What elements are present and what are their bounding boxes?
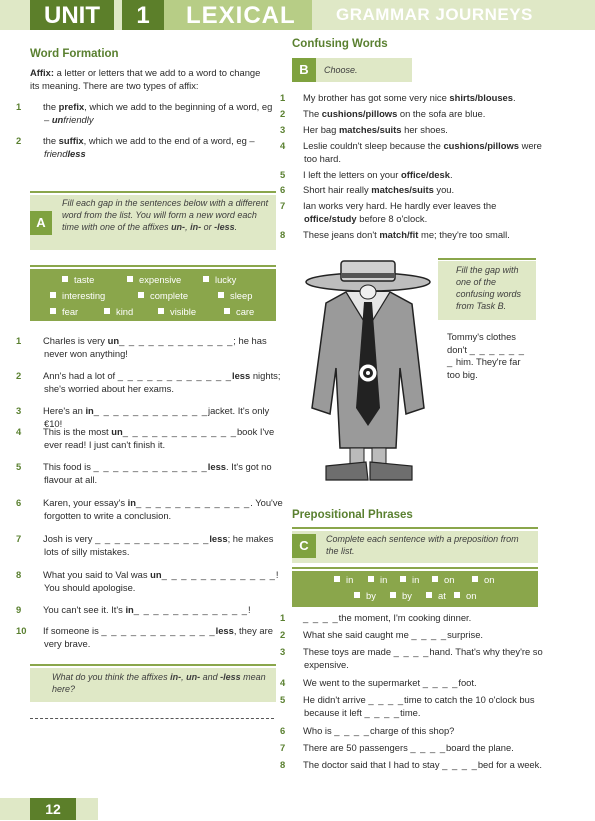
item-text: Josh is very: [43, 533, 96, 544]
instruction-text: Fill each gap in the sentences below with a different word from the list. You will form a new word each time with one of the affixes: [62, 198, 269, 233]
item-number: 6: [280, 725, 286, 736]
item-text: book I've ever read! I just can't finish it.: [44, 426, 275, 450]
word-choice[interactable]: matches/suits: [371, 184, 434, 195]
task-b-item: [280, 108, 548, 121]
task-c-letter: C: [292, 534, 316, 558]
item-text: Karen, your essay's: [43, 497, 128, 508]
prepositional-phrases-heading: Prepositional Phrases: [292, 509, 413, 521]
instruction-sep: ,: [185, 222, 191, 233]
item-number: 2: [280, 629, 286, 640]
affix-less: -less: [220, 672, 241, 682]
word-list-item: sleep: [218, 290, 252, 303]
task-c-item: [280, 646, 548, 671]
answer-gap[interactable]: _ _ _ _: [334, 725, 370, 736]
answer-gap[interactable]: _ _ _ _ _ _ _ _ _ _ _ _: [135, 497, 251, 508]
task-b-item: [280, 92, 548, 105]
item-affix: in: [125, 604, 134, 615]
item-text: were too hard.: [304, 140, 542, 164]
answer-gap[interactable]: _ _ _ _ _ _ _ _ _ _ _ _: [161, 569, 276, 580]
page-number: 12: [30, 798, 76, 820]
prefix-term: prefix: [58, 101, 85, 112]
item-text: What she said caught me: [303, 629, 412, 640]
item-affix: un: [111, 426, 123, 437]
item-text: The doctor said that I had to stay: [303, 759, 443, 770]
answer-gap[interactable]: _ _ _ _: [410, 742, 447, 753]
task-b-item: [280, 140, 548, 165]
item-number: 7: [280, 742, 286, 753]
word-choice[interactable]: office/desk: [400, 169, 450, 180]
side-sentence: [447, 331, 533, 382]
side-instruction: Fill the gap with one of the confusing words from Task B.: [456, 265, 522, 312]
question-top-rule: [30, 664, 276, 666]
answer-gap[interactable]: _ _ _ _: [442, 759, 478, 770]
example-affix: less: [67, 147, 86, 159]
item-text: Ann's had a lot of: [43, 370, 118, 381]
word-list-item: on: [472, 574, 494, 587]
task-c-item: [280, 612, 548, 625]
task-b-item: [280, 200, 548, 225]
affix-point-suffix: [16, 135, 276, 160]
affix-question: [52, 671, 270, 695]
item-text: ! You should apologise.: [44, 569, 279, 593]
task-c-top-rule: [292, 527, 538, 529]
affix-less: -less: [214, 222, 235, 233]
item-text: There are 50 passengers: [303, 742, 411, 753]
item-text: jacket. It's only €10!: [44, 405, 270, 429]
task-c-item: [280, 677, 548, 690]
task-b-item: [280, 124, 548, 137]
item-number: 6: [16, 497, 22, 508]
answer-gap[interactable]: _ _ _ _: [368, 694, 405, 705]
item-text: surprise.: [447, 629, 484, 640]
item-text: me; they're too small.: [418, 229, 510, 240]
item-text: These jeans don't: [303, 229, 380, 240]
task-a-item: [16, 497, 290, 522]
affix-in: in-: [190, 222, 202, 233]
task-c-item: [280, 725, 548, 738]
item-text: ; he has never won anything!: [44, 335, 267, 359]
word-list-item: expensive: [127, 274, 181, 287]
suffix-term: suffix: [58, 135, 84, 146]
item-text: We went to the supermarket: [303, 677, 423, 688]
item-number: 4: [16, 426, 22, 437]
task-a-item: [16, 370, 290, 395]
item-affix: in: [127, 497, 136, 508]
item-text: bed for a week.: [477, 759, 542, 770]
item-text: What you said to Val was: [43, 569, 151, 580]
point-text: , which we add to the beginning of a word, eg –: [44, 101, 273, 125]
item-text: ; he makes lots of silly mistakes.: [44, 533, 274, 557]
affix-definition: [30, 67, 270, 92]
task-a-item: [16, 426, 290, 451]
item-affix: less: [207, 461, 227, 472]
item-text: board the plane.: [446, 742, 514, 753]
question-text: What do you think the affixes: [52, 672, 171, 682]
item-text: , they are very brave.: [44, 625, 273, 649]
affix-def-text: a letter or letters that we add to a word to change its meaning. There are two types of affix:: [30, 67, 261, 91]
affix-term: Affix:: [30, 67, 54, 78]
word-list-item: in: [368, 574, 387, 587]
task-c-word-list: [292, 571, 538, 607]
word-list-item: interesting: [50, 290, 105, 303]
answer-gap[interactable]: _ _ _ _: [411, 629, 448, 640]
item-text: This is the most: [43, 426, 112, 437]
item-number: 10: [16, 625, 27, 636]
task-b-item: [280, 184, 548, 197]
word-choice[interactable]: shirts/blouses: [449, 92, 513, 103]
item-number: 3: [280, 124, 286, 135]
answer-gap[interactable]: _ _ _ _: [393, 646, 430, 657]
task-b-letter: B: [292, 58, 316, 82]
item-number: 4: [280, 140, 286, 151]
item-text: before 8 o'clock.: [356, 212, 428, 224]
item-number: 3: [16, 405, 22, 416]
item-affix: less: [209, 533, 228, 544]
item-text: This food is: [43, 461, 94, 472]
word-list-top-rule: [30, 265, 276, 267]
word-choice[interactable]: office/study: [304, 212, 357, 224]
man-illustration: [296, 258, 438, 486]
item-text: You can't see it. It's: [43, 604, 126, 615]
item-number: 1: [16, 335, 22, 346]
item-number: 1: [280, 92, 286, 103]
task-a-item: [16, 625, 290, 650]
question-sep: ,: [181, 672, 187, 682]
question-end: mean here?: [52, 672, 266, 695]
point-text: , which we add to the end of a word, eg –: [83, 135, 255, 146]
task-a-item: [16, 569, 290, 594]
item-number: 5: [16, 461, 22, 472]
item-text: .: [512, 92, 516, 103]
item-text: If someone is: [43, 625, 102, 636]
item-number: 2: [280, 108, 286, 119]
item-number: 7: [16, 533, 22, 544]
item-text: nights; she's worried about her exams.: [44, 370, 281, 394]
word-list-item: on: [454, 590, 476, 603]
answer-line[interactable]: [30, 718, 274, 719]
word-list-item: kind: [104, 306, 133, 319]
task-a-item: [16, 461, 290, 486]
affix-point-prefix: [16, 101, 276, 126]
question-sep: and: [200, 672, 221, 682]
example-affix: un: [51, 113, 64, 125]
item-number: 8: [280, 229, 286, 240]
word-list-item: by: [354, 590, 376, 603]
example-word: friendly: [63, 113, 94, 125]
word-choice[interactable]: cushions/pillows: [321, 108, 398, 119]
item-number: 2: [16, 370, 22, 381]
point-number: 1: [16, 101, 22, 112]
item-text: you.: [433, 184, 455, 195]
item-text: !: [248, 604, 251, 615]
confusing-words-heading: Confusing Words: [292, 38, 388, 50]
header-subtitle: GRAMMAR JOURNEYS: [336, 5, 533, 24]
answer-gap[interactable]: _ _ _ _: [303, 612, 339, 623]
item-text: Ian works very hard. He hardly ever leaves the: [303, 200, 497, 211]
item-text: time to catch the 10 o'clock bus because it left: [304, 694, 535, 718]
task-a-instruction: [62, 197, 270, 233]
task-b-instruction: Choose.: [324, 65, 358, 75]
item-affix: in: [85, 405, 94, 416]
answer-gap[interactable]: _ _ _ _ _ _ _ _ _ _ _ _: [93, 461, 208, 472]
item-text: the moment, I'm cooking dinner.: [338, 612, 472, 623]
task-c-instruction: Complete each sentence with a preposition from the list.: [326, 534, 519, 557]
item-text: hand. That's why they're so expensive.: [304, 646, 543, 670]
word-list-item: in: [334, 574, 353, 587]
word-list-item: taste: [62, 274, 94, 287]
item-text: Here's an: [43, 405, 86, 416]
word-choice[interactable]: matches/suits: [338, 124, 402, 135]
preposition-list-top-rule: [292, 567, 538, 569]
answer-gap[interactable]: _ _ _ _: [422, 677, 459, 688]
word-list-item: in: [400, 574, 419, 587]
item-text: Who is: [303, 725, 335, 736]
word-list-item: fear: [50, 306, 78, 319]
task-b-item: [280, 169, 548, 182]
answer-gap[interactable]: _ _ _ _ _ _ _ _ _ _ _ _: [122, 426, 237, 437]
task-a-top-rule: [30, 191, 276, 193]
example-word: friend: [44, 147, 68, 159]
item-text: My brother has got some very nice: [303, 92, 450, 103]
item-text: on the sofa are blue.: [397, 108, 486, 119]
task-a-item: [16, 533, 290, 558]
item-text: Leslie couldn't sleep because the: [303, 140, 444, 151]
task-a-letter: A: [30, 211, 52, 235]
task-c-item: [280, 759, 548, 772]
section-label: LEXICAL: [164, 0, 312, 30]
item-number: 9: [16, 604, 22, 615]
answer-gap[interactable]: _ _ _ _ _ _ _: [447, 343, 525, 368]
item-number: 3: [280, 646, 286, 657]
item-text: charge of this shop?: [369, 725, 455, 736]
task-a-word-list: [30, 269, 276, 321]
answer-gap[interactable]: _ _ _ _ _ _ _ _ _ _ _ _: [93, 405, 208, 416]
word-choice[interactable]: match/fit: [379, 229, 419, 240]
item-number: 6: [280, 184, 286, 195]
item-text: I left the letters on your: [303, 169, 401, 180]
item-affix: un: [150, 569, 162, 580]
item-number: 5: [280, 694, 286, 705]
item-text: Short hair really: [303, 184, 372, 195]
item-text: The: [303, 108, 322, 119]
answer-gap[interactable]: _ _ _ _ _ _ _ _ _ _ _ _: [119, 335, 234, 346]
point-text: the: [43, 135, 59, 146]
item-text: . You've forgotten to write a conclusion.: [44, 497, 283, 521]
word-list-item: on: [432, 574, 454, 587]
item-text: her shoes.: [401, 124, 448, 135]
item-text: . It's got no flavour at all.: [44, 461, 272, 485]
word-list-item: visible: [158, 306, 196, 319]
item-text: These toys are made: [303, 646, 394, 657]
unit-number: 1: [122, 0, 164, 30]
item-number: 8: [16, 569, 22, 580]
item-affix: un: [107, 335, 120, 346]
affix-un: un-: [171, 222, 186, 233]
item-number: 7: [280, 200, 286, 211]
word-formation-heading: Word Formation: [30, 48, 119, 60]
sentence-text: him. They're far too big.: [447, 356, 521, 381]
task-b-item: [280, 229, 548, 242]
item-text: Charles is very: [43, 335, 108, 346]
item-text: .: [449, 169, 453, 180]
item-text: foot.: [458, 677, 477, 688]
answer-gap[interactable]: _ _ _ _ _ _ _ _ _ _ _ _: [95, 533, 210, 544]
item-text: He didn't arrive: [303, 694, 369, 705]
answer-gap[interactable]: _ _ _ _ _ _ _ _ _ _ _ _: [117, 370, 232, 381]
item-number: 4: [280, 677, 286, 688]
item-number: 5: [280, 169, 286, 180]
instruction-sep: or: [201, 222, 215, 233]
side-box-top-rule: [438, 258, 536, 260]
item-number: 1: [280, 612, 286, 623]
answer-gap[interactable]: _ _ _ _ _ _ _ _ _ _ _ _: [133, 604, 249, 615]
unit-label: UNIT: [30, 0, 114, 30]
task-a-item: [16, 604, 290, 617]
affix-in: in-: [170, 672, 182, 682]
task-a-item: [16, 335, 290, 360]
affix-un: un-: [186, 672, 201, 682]
word-list-item: by: [390, 590, 412, 603]
item-affix: less: [231, 370, 251, 381]
item-text: Her bag: [303, 124, 339, 135]
answer-gap[interactable]: _ _ _ _: [364, 706, 401, 718]
item-text: time.: [400, 706, 421, 718]
task-c-item: [280, 742, 548, 755]
point-text: the: [43, 101, 59, 112]
instruction-end: .: [234, 222, 238, 233]
word-list-item: at: [426, 590, 446, 603]
sentence-text: Tommy's clothes don't: [447, 331, 516, 355]
answer-gap[interactable]: _ _ _ _ _ _ _ _ _ _ _ _: [101, 625, 216, 636]
word-choice[interactable]: cushions/pillows: [443, 140, 519, 151]
word-list-item: complete: [138, 290, 188, 303]
word-list-item: care: [224, 306, 254, 319]
task-c-item: [280, 629, 548, 642]
item-number: 8: [280, 759, 286, 770]
task-c-item: [280, 694, 548, 719]
item-affix: less: [215, 625, 234, 636]
point-number: 2: [16, 135, 22, 146]
word-list-item: lucky: [203, 274, 236, 287]
